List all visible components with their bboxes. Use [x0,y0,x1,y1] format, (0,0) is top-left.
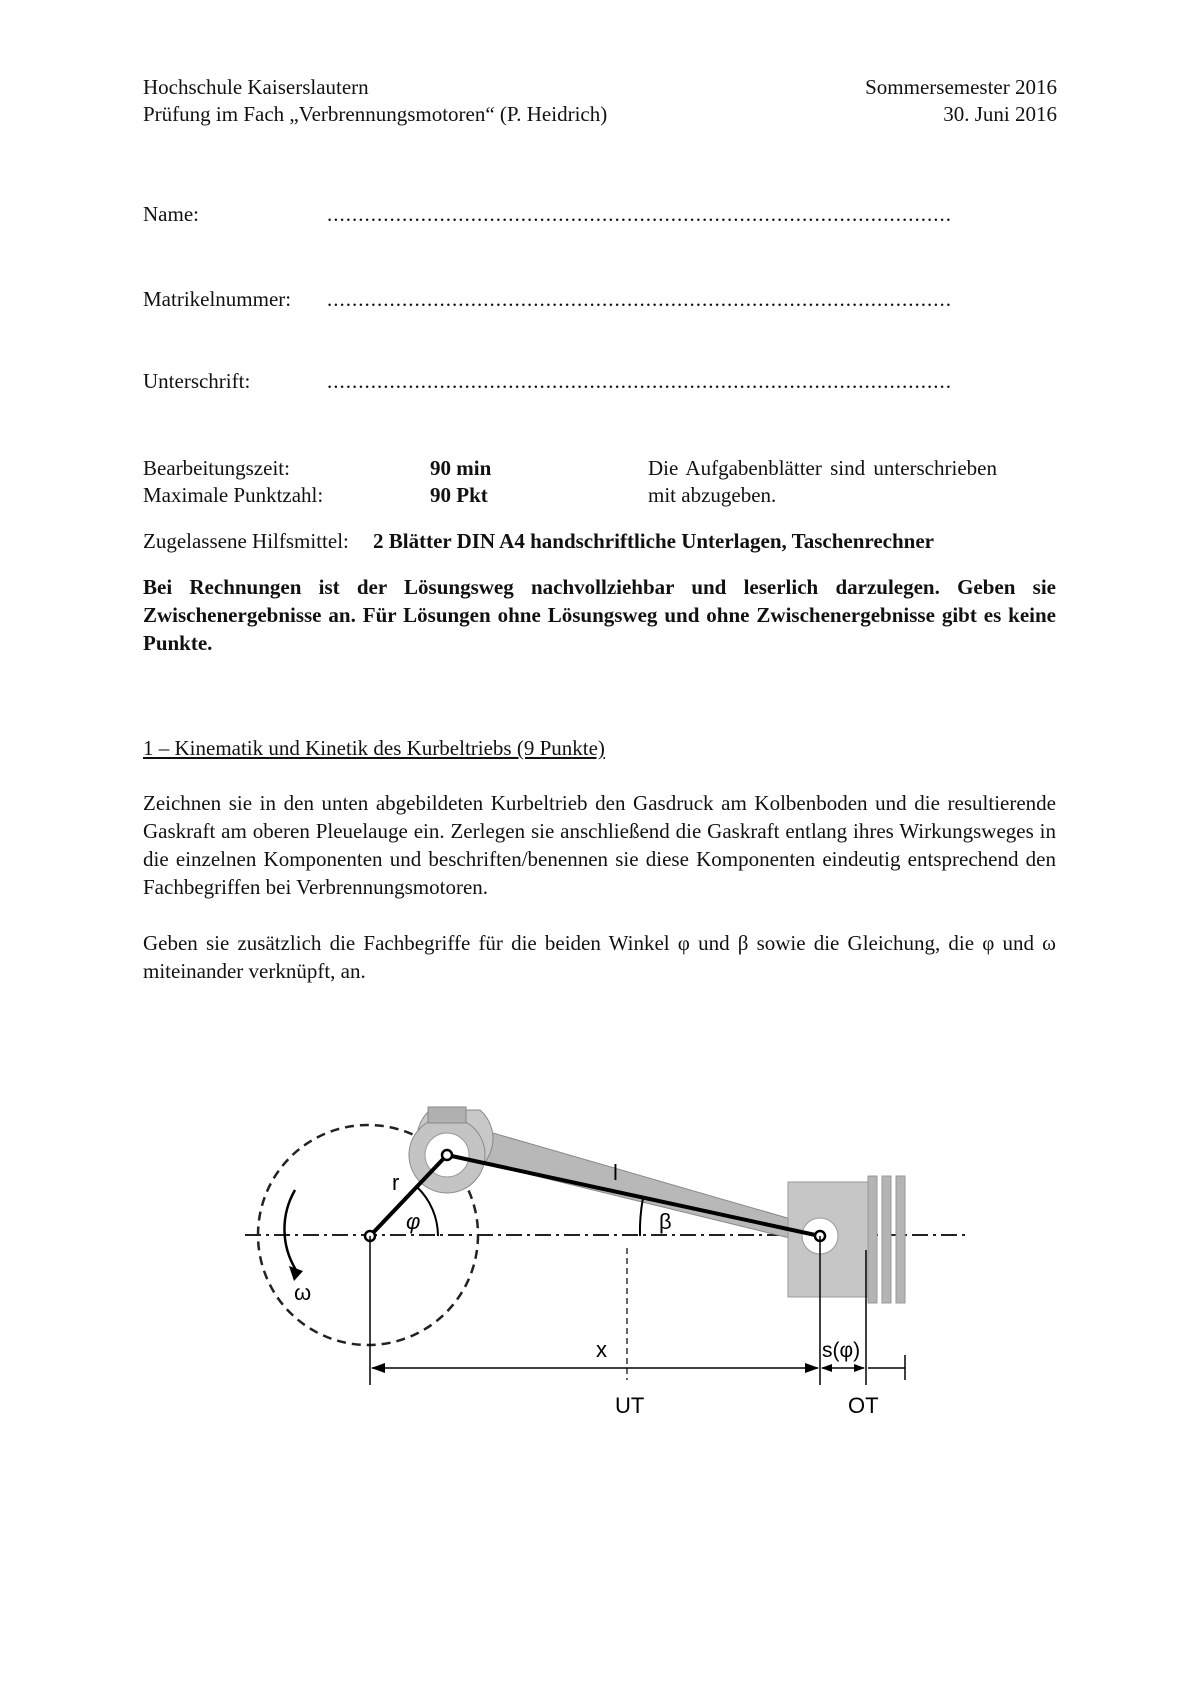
task1-paragraph2: Geben sie zusätzlich die Fachbegriffe für die beiden Winkel φ und β sowie die Gleichung, die φ und ω miteinander verknüpft, an. [143,931,1056,983]
beta-angle-arc [640,1198,643,1236]
matrikel-label: Matrikelnummer: [143,287,292,311]
label-ot: OT [848,1393,879,1418]
time-label: Bearbeitungszeit: [143,456,290,480]
omega-rotation-arrow [284,1190,296,1270]
task1-title: 1 – Kinematik und Kinetik des Kurbeltriebs (9 Punkte) [143,736,605,760]
crank-pin-joint [442,1150,452,1160]
label-r: r [392,1170,400,1195]
signature-label: Unterschrift: [143,369,251,393]
task1-paragraph1: Zeichnen sie in den unten abgebildeten Kurbeltrieb den Gasdruck am Kolbenboden und die resultierende Gaskraft am oberen Pleuelauge ein. Zerlegen sie anschließend die Gaskraft entlang ihres Wirkungsweges in die einzelnen Komponenten und beschriften/benennen sie diese Komponenten eindeutig entsprechend den Fachbegriffen bei Verbrennungsmotoren. [143,791,1056,899]
exam-date: 30. Juni 2016 [943,102,1057,126]
label-beta: β [659,1209,672,1234]
piston-ring-2 [882,1176,891,1303]
s-arrow-right [854,1364,865,1372]
label-phi: φ [406,1209,421,1234]
aids-label: Zugelassene Hilfsmittel: [143,529,349,553]
semester: Sommersemester 2016 [865,75,1057,99]
exam-subject: Prüfung im Fach „Verbrennungsmotoren“ (P. Heidrich) [143,102,608,126]
s-arrow-left [821,1364,832,1372]
label-x: x [596,1337,607,1362]
signature-field[interactable]: .................................................................................................... [327,369,952,393]
name-label: Name: [143,202,199,226]
label-omega: ω [294,1280,312,1305]
rod-big-eye-cap [428,1107,466,1123]
x-arrow-left [371,1363,385,1373]
submission-note-line2: mit abzugeben. [648,483,777,507]
piston-ring-1 [868,1176,877,1303]
instructions: Bei Rechnungen ist der Lösungsweg nachvollziehbar und leserlich darzulegen. Geben sie Zwischenergebnisse an. Für Lösungen ohne Lösungsweg und ohne Zwischenergebnisse gibt es keine Punkte. [143,575,1056,655]
points-value: 90 Pkt [430,483,488,507]
submission-note-line1: Die Aufgabenblätter sind unterschrieben [648,456,997,480]
matrikel-field[interactable]: .................................................................................................... [327,287,952,311]
x-arrow-right [805,1363,819,1373]
label-s-phi: s(φ) [822,1339,861,1362]
aids-value: 2 Blätter DIN A4 handschriftliche Unterlagen, Taschenrechner [373,529,934,553]
points-label: Maximale Punktzahl: [143,483,324,507]
piston-ring-3 [896,1176,905,1303]
label-ut: UT [615,1393,645,1418]
time-value: 90 min [430,456,492,480]
rod-line-l [447,1155,820,1236]
institution: Hochschule Kaiserslautern [143,75,369,99]
label-l: l [613,1160,618,1185]
name-field[interactable]: .................................................................................................... [327,202,952,226]
